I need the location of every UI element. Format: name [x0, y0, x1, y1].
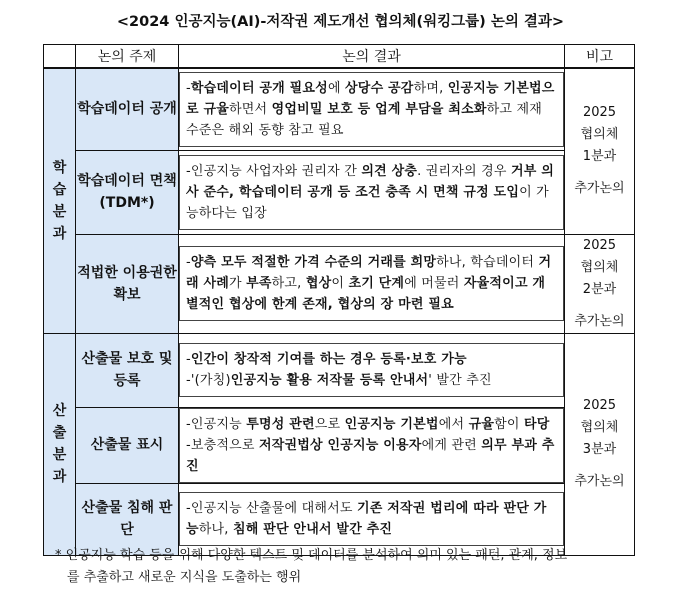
group-label-output [44, 333, 76, 555]
table-row [44, 68, 635, 150]
topic-label: 적법한 이용권한 확보 [77, 264, 177, 303]
topic-cell [76, 407, 179, 483]
remark-text: 2025 협의체 3분과 추가논의 [574, 398, 625, 489]
remark-cell [565, 234, 635, 333]
result-text: -양측 모두 적절한 가격 수준의 거래를 희망하나, 학습데이터 거래 사례가 부족하고, 협상이 초기 단계에 머물러 자율적이고 개별적인 협상에 한계 존재, 협상의 장 마련 필요 [179, 246, 564, 321]
topic-label: 학습데이터 면책(TDM*) [77, 173, 177, 211]
topic-label: 산출물 보호 및 등록 [81, 351, 173, 389]
remark-text: 2025 협의체 1분과 추가논의 [574, 105, 625, 197]
result-text: -인간이 창작적 기여를 하는 경우 등록·보호 가능 -'(가칭)인공지능 활용 저작물 등록 안내서' 발간 추진 [179, 343, 564, 397]
result-text: -인공지능 사업자와 권리자 간 의견 상충. 권리자의 경우 거부 의사 준수, 학습데이터 공개 등 조건 충족 시 면책 규정 도입이 가능하다는 입장 [179, 155, 564, 230]
topic-cell [76, 333, 179, 407]
result-cell [179, 407, 565, 483]
header-result: 논의 결과 [179, 45, 565, 69]
result-text: -학습데이터 공개 필요성에 상당수 공감하며, 인공지능 기본법으로 규율하면서 영업비밀 보호 등 업계 부담을 최소화하고 제재 수준은 해외 동향 참고 필요 [179, 72, 564, 147]
topic-label: 학습데이터 공개 [77, 101, 177, 118]
group-label-text: 산 출 분 과 [52, 403, 67, 485]
table-row [44, 234, 635, 333]
group-label-text: 학 습 분 과 [52, 159, 67, 242]
footnote [55, 545, 665, 589]
footnote-line-1: * 인공지능 학습 등을 위해 다양한 텍스트 및 데이터를 분석하여 의미 있는 패턴, 관계, 정보 [55, 548, 568, 563]
remark-cell [565, 333, 635, 555]
header-topic: 논의 주제 [76, 45, 179, 69]
topic-cell [76, 234, 179, 333]
topic-label: 산출물 침해 판단 [81, 500, 173, 538]
remark-text: 2025 협의체 2분과 추가논의 [574, 237, 625, 329]
result-cell [179, 234, 565, 333]
header-remark: 비고 [565, 45, 635, 69]
header-blank [44, 45, 76, 69]
topic-cell [76, 68, 179, 150]
table-header-row [44, 45, 635, 69]
table-row [44, 333, 635, 407]
result-text: -인공지능 투명성 관련으로 인공지능 기본법에서 규율함이 타당 -보충적으로 저작권법상 인공지능 이용자에게 관련 의무 부과 추진 [179, 408, 564, 483]
result-cell [179, 68, 565, 150]
topic-cell [76, 150, 179, 234]
result-cell [179, 333, 565, 407]
result-cell [179, 150, 565, 234]
footnote-line-2: 를 추출하고 새로운 지식을 도출하는 행위 [67, 570, 302, 585]
topic-label: 산출물 표시 [90, 437, 164, 453]
remark-cell [565, 68, 635, 234]
results-table [43, 44, 635, 556]
group-label-learning [44, 68, 76, 333]
page-title: <2024 인공지능(AI)-저작권 제도개선 협의체(워킹그룹) 논의 결과> [116, 14, 565, 30]
table-row [44, 150, 635, 234]
table-row [44, 407, 635, 483]
result-text: -인공지능 산출물에 대해서도 기존 저작권 법리에 따라 판단 가능하나, 침해 판단 안내서 발간 추진 [179, 492, 564, 546]
